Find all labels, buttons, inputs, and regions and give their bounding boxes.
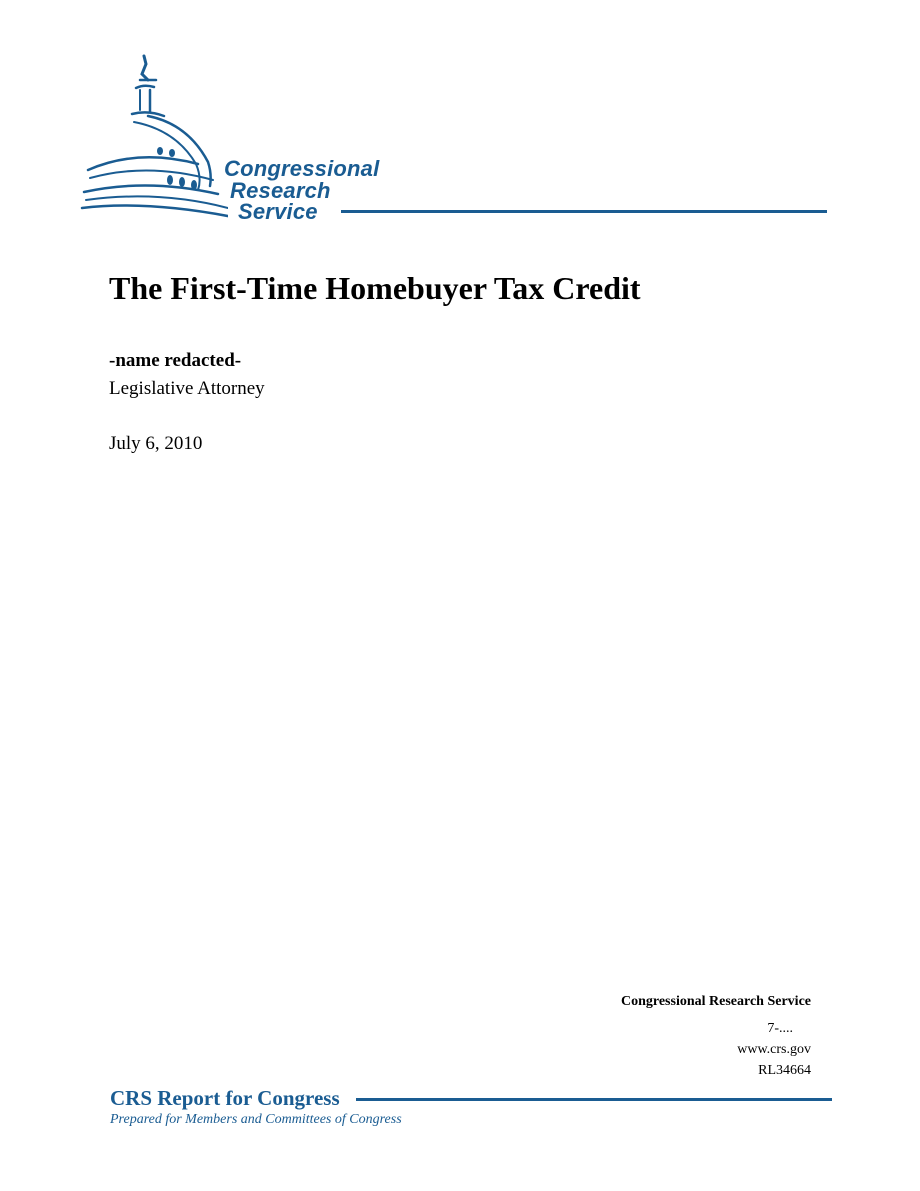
footer [110,1086,832,1136]
report-number: RL34664 [758,1063,811,1078]
publisher-info [621,991,811,1081]
crs-logo [78,52,838,227]
footer-title: CRS Report for Congress [110,1086,340,1110]
report-date: July 6, 2010 [109,433,203,454]
publisher-code: 7-.... [767,1021,793,1036]
footer-divider-line [356,1098,832,1101]
author-title: Legislative Attorney [109,378,265,399]
logo-text-service: Service [238,199,318,224]
capitol-dome-icon [78,52,228,227]
report-title: The First-Time Homebuyer Tax Credit [109,270,641,306]
logo-text-research: Research [230,178,331,203]
footer-subtitle: Prepared for Members and Committees of Congress [110,1112,402,1127]
logo-text-congressional: Congressional [224,156,380,181]
logo-divider-line [341,210,827,213]
author-name: -name redacted- [109,350,242,371]
publisher-website[interactable]: www.crs.gov [737,1042,811,1057]
publisher-name: Congressional Research Service [620,994,811,1009]
